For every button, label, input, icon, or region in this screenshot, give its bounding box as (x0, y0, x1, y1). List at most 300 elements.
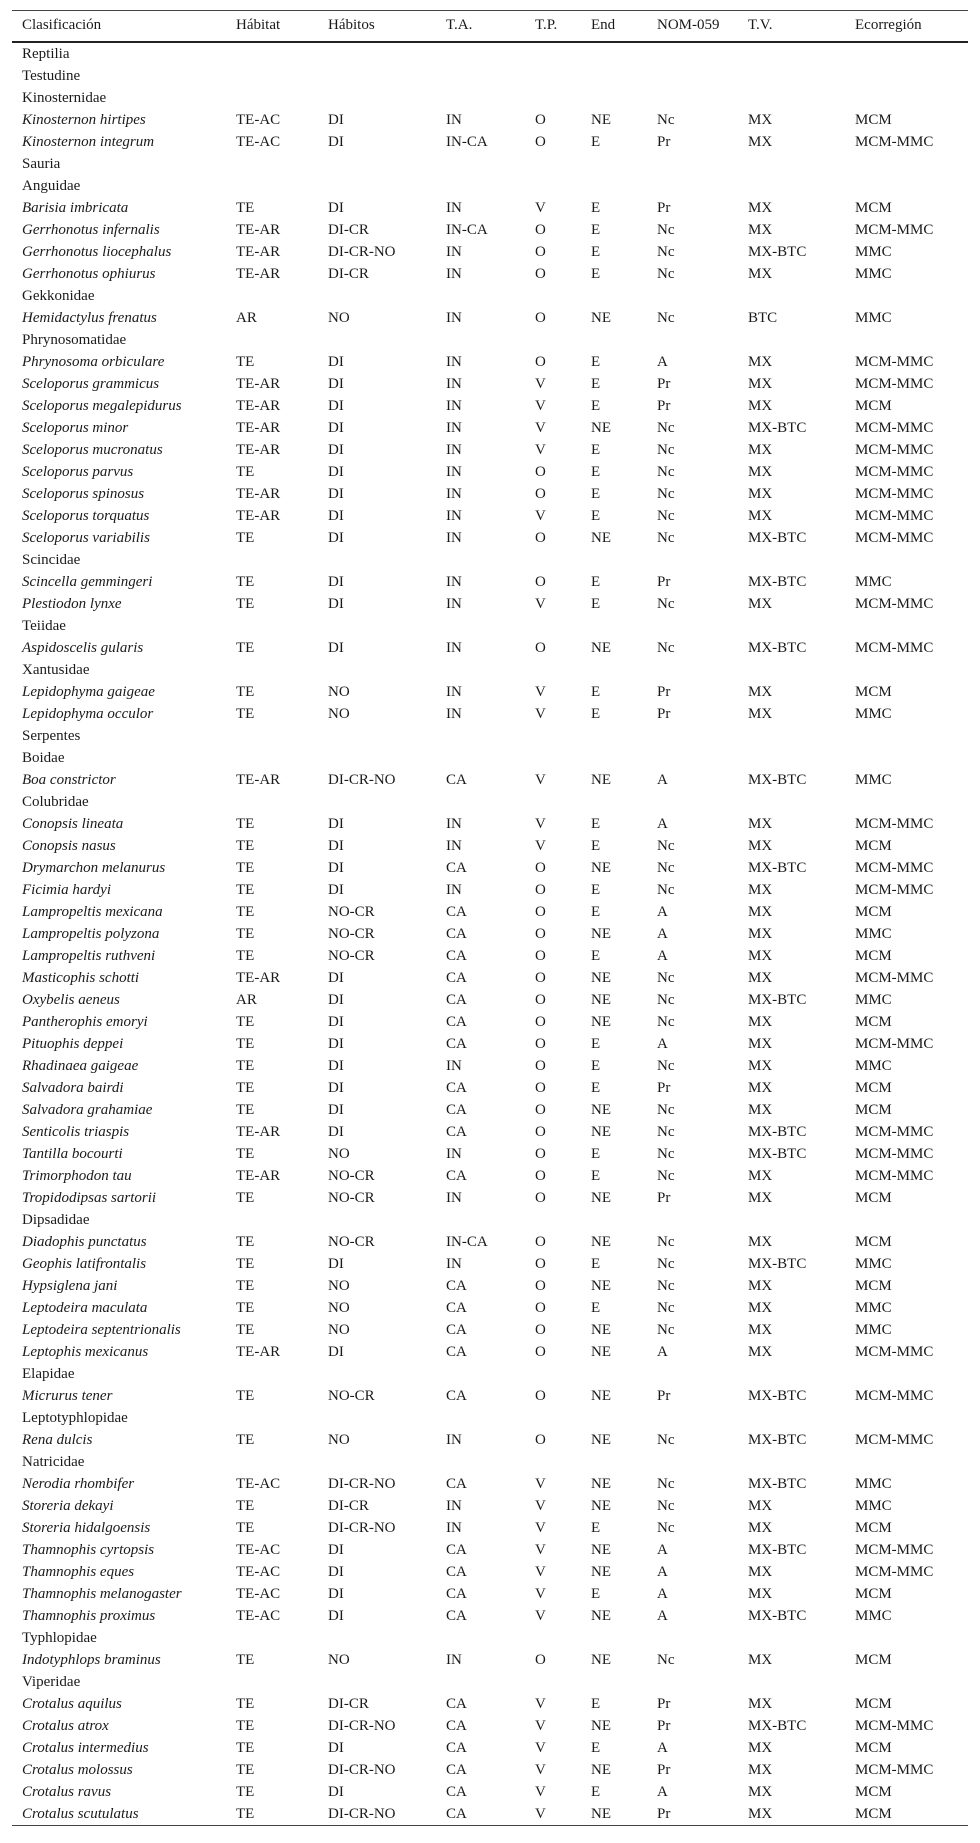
cell-ecorregion (845, 1363, 968, 1385)
cell-end: E (591, 947, 601, 964)
cell-ta (436, 42, 525, 65)
cell-tv: MX (748, 595, 773, 612)
cell-tv: MX (748, 1695, 773, 1712)
cell-ta (436, 1451, 525, 1473)
header-ta: T.A. (436, 11, 525, 42)
cell-tv: MX (748, 1013, 773, 1030)
cell-habitos: DI (328, 1035, 344, 1052)
cell-tv (738, 87, 845, 109)
cell-ecorregion: MCM (855, 1277, 892, 1294)
cell-habitat (226, 791, 318, 813)
cell-end: E (591, 265, 601, 282)
cell-habitat: TE-AR (236, 485, 281, 502)
taxon-group-label: Colubridae (22, 793, 89, 810)
species-name: Indotyphlops braminus (22, 1651, 161, 1668)
cell-tp: V (535, 837, 546, 854)
cell-habitos: DI (328, 133, 344, 150)
cell-tv: MX-BTC (748, 1387, 807, 1404)
cell-nom059: A (657, 925, 668, 942)
cell-tp: V (535, 1717, 546, 1734)
cell-habitos (318, 1363, 436, 1385)
cell-tv: BTC (748, 309, 778, 326)
cell-ta: CA (446, 903, 467, 920)
cell-tp: O (535, 1343, 546, 1360)
species-row (12, 1539, 968, 1561)
cell-tp: O (535, 881, 546, 898)
cell-ta: CA (436, 1803, 525, 1826)
cell-nom059: Nc (657, 1277, 675, 1294)
cell-ecorregion: MCM-MMC (855, 881, 934, 898)
cell-habitos: DI (328, 199, 344, 216)
cell-end: NE (591, 1233, 611, 1250)
cell-ta: IN (446, 419, 462, 436)
cell-end (581, 1363, 647, 1385)
cell-nom059: Nc (657, 1145, 675, 1162)
cell-nom059 (647, 1451, 738, 1473)
species-row (12, 1495, 968, 1517)
cell-tp (525, 747, 581, 769)
cell-end: E (591, 1299, 601, 1316)
species-name: Pituophis deppei (22, 1035, 124, 1052)
species-row (12, 307, 968, 329)
cell-ta: IN (446, 837, 462, 854)
cell-habitat: TE (236, 639, 255, 656)
species-row (12, 131, 968, 153)
species-row (12, 1715, 968, 1737)
cell-habitat (226, 87, 318, 109)
cell-habitat: TE (236, 1233, 255, 1250)
cell-nom059 (647, 153, 738, 175)
cell-habitos: NO (328, 309, 350, 326)
cell-tv (738, 65, 845, 87)
cell-ecorregion: MCM (855, 1519, 892, 1536)
cell-tv: MX (748, 1101, 773, 1118)
species-name: Phrynosoma orbiculare (22, 353, 165, 370)
cell-habitos (318, 42, 436, 65)
cell-end (581, 175, 647, 197)
cell-tp: V (535, 1563, 546, 1580)
cell-tv: MX (748, 1057, 773, 1074)
species-name: Tropidodipsas sartorii (22, 1189, 157, 1206)
cell-ecorregion (845, 1209, 968, 1231)
species-row (12, 1803, 968, 1826)
cell-tv: MX (748, 837, 773, 854)
cell-tv (738, 791, 845, 813)
group-row (12, 1407, 968, 1429)
cell-ta: CA (446, 1013, 467, 1030)
cell-tv (738, 153, 845, 175)
cell-habitat (226, 285, 318, 307)
species-row (12, 1781, 968, 1803)
cell-end: NE (591, 1607, 611, 1624)
cell-habitos (318, 791, 436, 813)
cell-nom059 (647, 285, 738, 307)
cell-habitat: TE-AR (236, 397, 281, 414)
cell-tv: MX (748, 1563, 773, 1580)
species-name: Sceloporus parvus (22, 463, 134, 480)
species-row (12, 769, 968, 791)
cell-end (581, 1407, 647, 1429)
cell-ecorregion: MCM-MMC (855, 133, 934, 150)
cell-habitat: TE (236, 859, 255, 876)
cell-ecorregion: MCM-MMC (855, 859, 934, 876)
cell-habitos: DI-CR (328, 1497, 369, 1514)
cell-tp: O (535, 1387, 546, 1404)
cell-ta: IN (446, 1519, 462, 1536)
cell-nom059 (647, 1627, 738, 1649)
cell-nom059: Pr (657, 133, 671, 150)
species-name: Ficimia hardyi (22, 881, 112, 898)
cell-ecorregion: MCM (855, 837, 892, 854)
species-name: Plestiodon lynxe (22, 595, 122, 612)
cell-habitos: DI (328, 1541, 344, 1558)
cell-habitat: TE (236, 683, 255, 700)
header-end: End (581, 11, 647, 42)
species-name: Conopsis nasus (22, 837, 116, 854)
cell-tp: O (535, 529, 546, 546)
cell-habitat: TE-AC (236, 111, 281, 128)
species-row (12, 1517, 968, 1539)
cell-end: E (591, 353, 601, 370)
cell-end (581, 1671, 647, 1693)
species-name: Lepidophyma occulor (22, 705, 154, 722)
cell-tp: V (535, 1497, 546, 1514)
species-name: Salvadora bairdi (22, 1079, 124, 1096)
cell-end: NE (591, 1343, 611, 1360)
cell-habitat: TE-AC (236, 1607, 281, 1624)
cell-end (581, 329, 647, 351)
cell-ecorregion: MCM-MMC (855, 353, 934, 370)
cell-habitos: DI (328, 529, 344, 546)
cell-habitat: TE (236, 1431, 255, 1448)
cell-habitat: TE (236, 1079, 255, 1096)
cell-tp: O (535, 1651, 546, 1668)
cell-tp: O (535, 1145, 546, 1162)
cell-ecorregion: MCM-MMC (855, 1431, 934, 1448)
cell-ta: IN (446, 485, 462, 502)
cell-end: NE (591, 1563, 611, 1580)
cell-ecorregion: MCM (855, 199, 892, 216)
cell-habitat: TE (236, 1739, 255, 1756)
cell-nom059 (647, 725, 738, 747)
cell-ta: CA (446, 1607, 467, 1624)
cell-nom059: Pr (657, 1387, 671, 1404)
cell-ecorregion (845, 285, 968, 307)
cell-ecorregion: MCM-MMC (855, 1123, 934, 1140)
cell-nom059 (647, 615, 738, 637)
cell-nom059: Pr (657, 683, 671, 700)
cell-ecorregion: MCM-MMC (855, 1761, 934, 1778)
cell-habitos: DI (328, 1563, 344, 1580)
cell-nom059: Nc (657, 639, 675, 656)
cell-end: E (591, 1079, 601, 1096)
cell-end: E (591, 463, 601, 480)
cell-habitos: DI-CR-NO (328, 243, 396, 260)
species-name: Sceloporus torquatus (22, 507, 150, 524)
cell-nom059: Nc (657, 1651, 675, 1668)
cell-tp (525, 329, 581, 351)
cell-habitos: NO-CR (328, 903, 375, 920)
cell-ta (436, 615, 525, 637)
cell-tp: O (535, 573, 546, 590)
cell-tv (738, 725, 845, 747)
cell-tp (525, 1671, 581, 1693)
cell-nom059 (647, 329, 738, 351)
cell-tp: V (535, 595, 546, 612)
cell-ecorregion (845, 329, 968, 351)
cell-habitos: DI (328, 397, 344, 414)
cell-habitos: DI (328, 1607, 344, 1624)
cell-nom059: Nc (657, 991, 675, 1008)
cell-tv: MX-BTC (748, 1123, 807, 1140)
cell-habitat (226, 615, 318, 637)
cell-end (581, 42, 647, 65)
species-row (12, 219, 968, 241)
taxon-group-label: Kinosternidae (22, 89, 107, 106)
cell-ta: CA (446, 771, 467, 788)
cell-tp: V (535, 1585, 546, 1602)
cell-habitos: DI (328, 595, 344, 612)
cell-ta: IN (446, 573, 462, 590)
cell-habitat: TE-AC (236, 1541, 281, 1558)
cell-end (581, 1627, 647, 1649)
cell-nom059: Nc (657, 1321, 675, 1338)
cell-ta: IN (446, 507, 462, 524)
cell-ta: CA (446, 859, 467, 876)
cell-tp: O (535, 463, 546, 480)
cell-habitat (226, 42, 318, 65)
species-name: Sceloporus variabilis (22, 529, 150, 546)
cell-nom059: Nc (657, 1519, 675, 1536)
taxon-group-label: Anguidae (22, 177, 81, 194)
taxon-group-label: Dipsadidae (22, 1211, 90, 1228)
cell-ta: CA (446, 1035, 467, 1052)
group-row (12, 615, 968, 637)
cell-tp (525, 549, 581, 571)
cell-nom059: Pr (657, 397, 671, 414)
cell-ecorregion: MCM (855, 1695, 892, 1712)
species-row (12, 989, 968, 1011)
species-table-container (12, 10, 968, 1826)
cell-ta: CA (446, 969, 467, 986)
cell-tp: V (535, 1761, 546, 1778)
cell-habitos: DI-CR (328, 221, 369, 238)
species-name: Sceloporus megalepidurus (22, 397, 182, 414)
cell-habitat: TE (236, 1387, 255, 1404)
header-row (12, 11, 968, 42)
species-name: Rena dulcis (22, 1431, 93, 1448)
species-row (12, 1165, 968, 1187)
species-name: Storeria hidalgoensis (22, 1519, 151, 1536)
species-name: Drymarchon melanurus (22, 859, 166, 876)
cell-ta: IN (446, 199, 462, 216)
cell-habitos (318, 1209, 436, 1231)
header-nom059: NOM-059 (647, 11, 738, 42)
cell-habitos (318, 87, 436, 109)
cell-tv: MX-BTC (748, 1607, 807, 1624)
cell-nom059: Pr (657, 573, 671, 590)
cell-ta: CA (446, 925, 467, 942)
cell-habitat: TE (236, 529, 255, 546)
cell-habitat: TE (236, 1761, 255, 1778)
species-row (12, 1605, 968, 1627)
cell-tv: MX (748, 1585, 773, 1602)
group-row (12, 549, 968, 571)
species-name: Hemidactylus frenatus (22, 309, 157, 326)
cell-ecorregion (845, 725, 968, 747)
cell-tv: MX-BTC (748, 1541, 807, 1558)
cell-end: NE (591, 859, 611, 876)
cell-habitat: TE (236, 1519, 255, 1536)
cell-nom059: Nc (657, 1497, 675, 1514)
cell-nom059 (647, 1671, 738, 1693)
cell-habitos: DI-CR-NO (328, 771, 396, 788)
species-row (12, 439, 968, 461)
cell-ecorregion: MCM (855, 683, 892, 700)
cell-ta: IN (446, 1431, 462, 1448)
cell-habitat: TE (236, 1717, 255, 1734)
cell-ecorregion: MCM-MMC (855, 639, 934, 656)
cell-habitos: DI (328, 859, 344, 876)
species-row (12, 417, 968, 439)
species-row (12, 945, 968, 967)
cell-tp: V (535, 815, 546, 832)
species-name: Rhadinaea gaigeae (22, 1057, 139, 1074)
species-row (12, 241, 968, 263)
cell-habitat: TE (236, 1057, 255, 1074)
species-name: Salvadora grahamiae (22, 1101, 153, 1118)
species-name: Scincella gemmingeri (22, 573, 153, 590)
cell-ecorregion: MCM-MMC (855, 1343, 934, 1360)
cell-end: E (591, 903, 601, 920)
cell-tp (525, 175, 581, 197)
table-body (12, 42, 968, 1826)
species-name: Diadophis punctatus (22, 1233, 147, 1250)
cell-habitos: NO (328, 683, 350, 700)
cell-nom059: Nc (657, 1167, 675, 1184)
cell-ta: CA (446, 1079, 467, 1096)
cell-ecorregion: MCM (855, 1233, 892, 1250)
cell-tv: MX (748, 485, 773, 502)
cell-ta: CA (446, 1717, 467, 1734)
cell-tv: MX-BTC (748, 529, 807, 546)
cell-tp: O (535, 265, 546, 282)
cell-nom059 (647, 65, 738, 87)
cell-end: E (591, 881, 601, 898)
cell-ta: IN (446, 1145, 462, 1162)
taxon-group-label: Sauria (22, 155, 61, 172)
cell-end: NE (591, 969, 611, 986)
cell-tv: MX-BTC (748, 1255, 807, 1272)
cell-end: NE (591, 1321, 611, 1338)
species-name: Sceloporus minor (22, 419, 129, 436)
cell-tp: V (535, 1695, 546, 1712)
cell-habitos: DI (328, 507, 344, 524)
cell-habitat: TE (236, 1651, 255, 1668)
cell-ecorregion: MMC (855, 243, 892, 260)
cell-tv: MX (748, 1299, 773, 1316)
cell-ecorregion: MCM (855, 111, 892, 128)
cell-tp: O (535, 859, 546, 876)
cell-end: E (591, 1519, 601, 1536)
species-name: Hypsiglena jani (22, 1277, 118, 1294)
taxon-group-label: Boidae (22, 749, 65, 766)
cell-nom059: Nc (657, 859, 675, 876)
cell-ta: IN (446, 353, 462, 370)
cell-nom059: Pr (657, 199, 671, 216)
cell-habitos: DI (328, 969, 344, 986)
cell-habitos: NO (328, 1299, 350, 1316)
cell-ta (436, 747, 525, 769)
cell-habitat: TE (236, 1035, 255, 1052)
cell-habitat: TE-AR (236, 375, 281, 392)
species-name: Pantherophis emoryi (22, 1013, 148, 1030)
cell-tp (525, 153, 581, 175)
cell-ecorregion (845, 615, 968, 637)
cell-ecorregion: MCM (855, 1651, 892, 1668)
cell-habitat: TE (236, 815, 255, 832)
cell-ecorregion: MCM-MMC (855, 507, 934, 524)
species-name: Conopsis lineata (22, 815, 124, 832)
cell-habitos (318, 1451, 436, 1473)
species-row (12, 1121, 968, 1143)
cell-nom059: A (657, 903, 668, 920)
cell-tv (738, 1363, 845, 1385)
cell-end: NE (591, 529, 611, 546)
cell-ecorregion: MCM (855, 1585, 892, 1602)
cell-habitos (318, 725, 436, 747)
species-name: Lepidophyma gaigeae (22, 683, 155, 700)
cell-nom059: Pr (657, 1717, 671, 1734)
cell-habitos (318, 65, 436, 87)
cell-nom059: Nc (657, 969, 675, 986)
cell-tv: MX (748, 133, 773, 150)
cell-habitat: TE-AR (236, 221, 281, 238)
cell-ta: CA (446, 1761, 467, 1778)
cell-tv (738, 1407, 845, 1429)
taxon-group-label: Typhlopidae (22, 1629, 97, 1646)
species-name: Lampropeltis polyzona (22, 925, 160, 942)
species-row (12, 857, 968, 879)
cell-habitos: DI (328, 1585, 344, 1602)
species-row (12, 1649, 968, 1671)
cell-tp: O (535, 243, 546, 260)
cell-tp (525, 1209, 581, 1231)
cell-nom059 (647, 87, 738, 109)
species-name: Gerrhonotus ophiurus (22, 265, 156, 282)
cell-ta (436, 1407, 525, 1429)
species-row (12, 923, 968, 945)
species-row (12, 901, 968, 923)
cell-tp: O (535, 309, 546, 326)
cell-tv: MX-BTC (748, 419, 807, 436)
cell-end: NE (591, 1013, 611, 1030)
cell-ecorregion: MMC (855, 1475, 892, 1492)
cell-end (581, 615, 647, 637)
cell-tv: MX-BTC (748, 1475, 807, 1492)
cell-ecorregion: MCM-MMC (855, 1035, 934, 1052)
cell-end: E (591, 133, 601, 150)
species-row (12, 1319, 968, 1341)
cell-habitos: DI-CR-NO (318, 1803, 436, 1826)
cell-nom059: A (657, 1541, 668, 1558)
cell-habitos: DI-CR-NO (328, 1475, 396, 1492)
cell-tp: O (535, 133, 546, 150)
cell-habitat (226, 329, 318, 351)
cell-end: NE (591, 925, 611, 942)
species-row (12, 351, 968, 373)
cell-ta (436, 1671, 525, 1693)
